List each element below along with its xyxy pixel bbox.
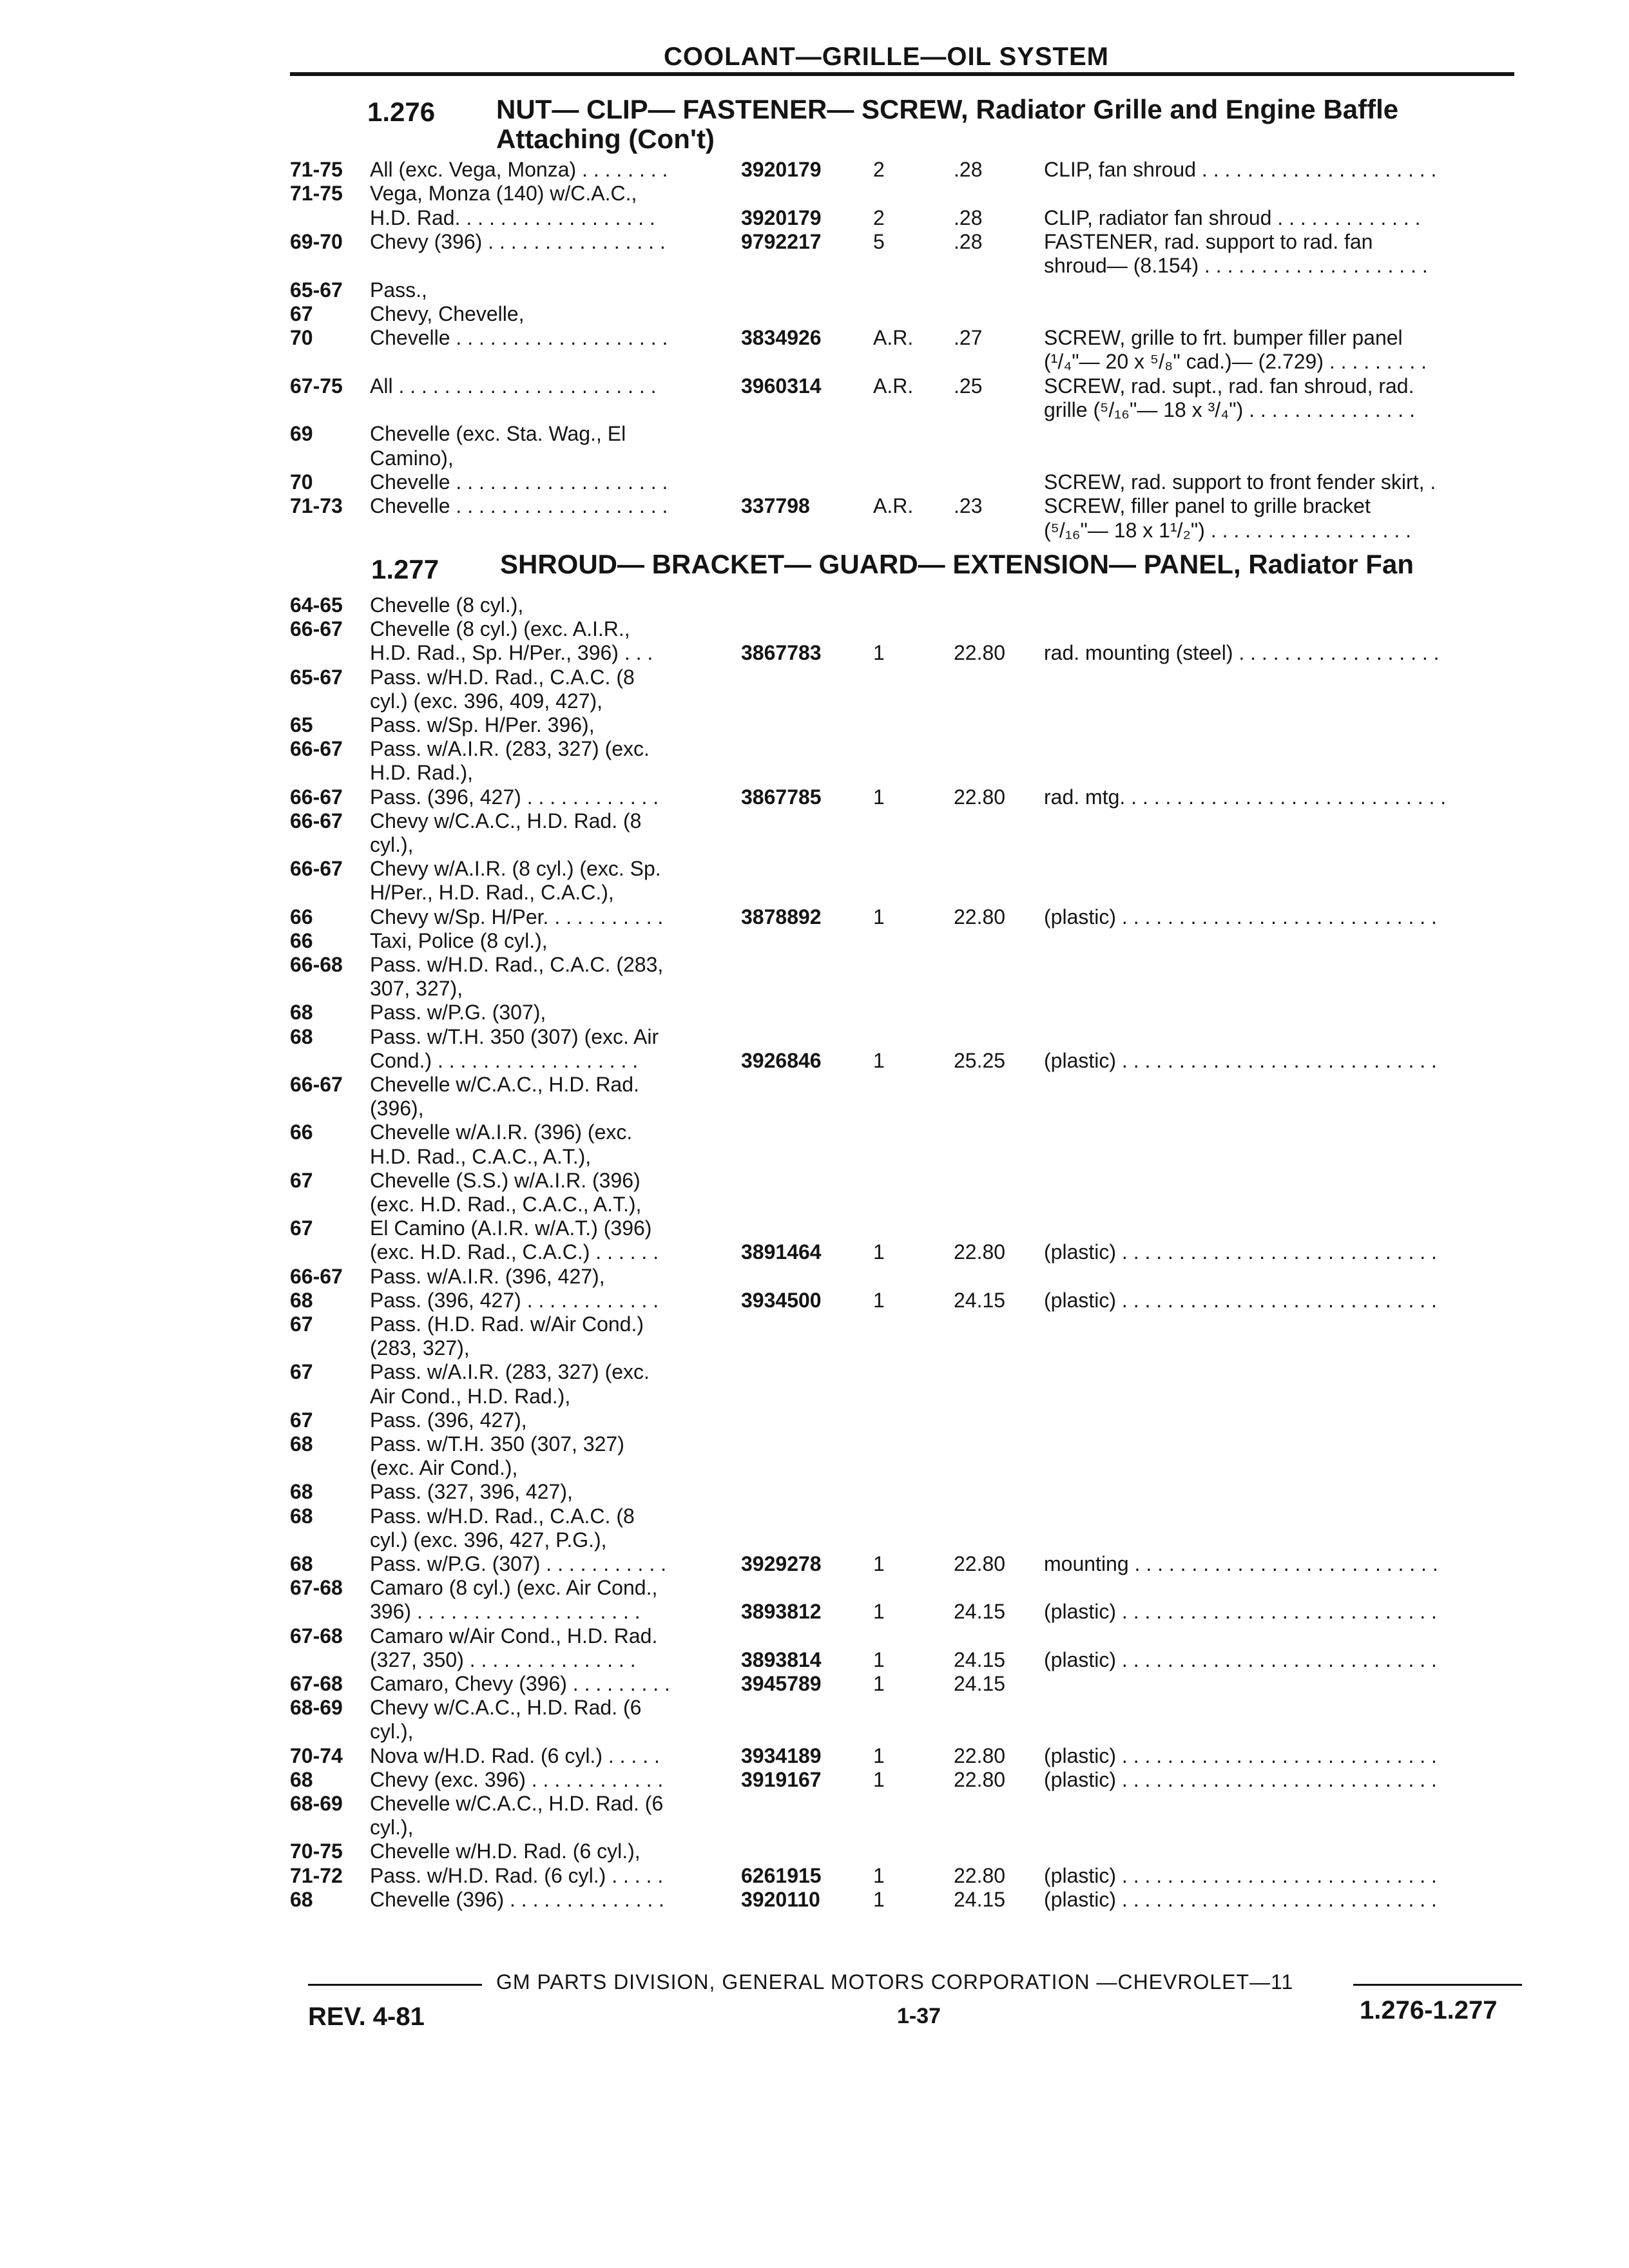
cell-price: 22.80	[954, 1552, 1006, 1575]
cell-app: Pass. w/A.I.R. (283, 327) (exc.	[370, 737, 650, 761]
cell-year: 66-67	[290, 617, 343, 641]
cell-app: Camino),	[370, 446, 454, 470]
table-row	[0, 905, 1629, 929]
cell-qty: 1	[873, 1552, 885, 1575]
cell-app: Chevelle (8 cyl.) (exc. A.I.R.,	[370, 617, 630, 641]
cell-desc: FASTENER, rad. support to rad. fan	[1044, 229, 1373, 253]
cell-desc: CLIP, radiator fan shroud . . . . . . . . . . . . .	[1044, 206, 1421, 229]
cell-app: H.D. Rad., C.A.C., A.T.),	[370, 1144, 592, 1168]
table-row	[0, 1336, 1629, 1360]
table-row	[0, 736, 1629, 761]
page-title: COOLANT—GRILLE—OIL SYSTEM	[664, 43, 1109, 71]
cell-price: .28	[954, 229, 983, 253]
cell-app: Pass. w/P.G. (307) . . . . . . . . . . .	[370, 1552, 666, 1575]
table-row	[0, 1744, 1629, 1768]
cell-year: 66-67	[290, 785, 343, 809]
cell-qty: 5	[873, 229, 885, 253]
cell-part: 3960314	[741, 374, 822, 398]
table-row	[0, 1072, 1629, 1097]
table-row	[0, 1120, 1629, 1144]
cell-part: 337798	[741, 494, 810, 518]
footer-revision: REV. 4-81	[308, 2003, 425, 2031]
cell-part: 3945789	[741, 1672, 822, 1695]
cell-price: 22.80	[954, 1744, 1006, 1767]
cell-app: (exc. Air Cond.),	[370, 1456, 518, 1480]
cell-desc: rad. mtg. . . . . . . . . . . . . . . . . . . . . . . . . . . . .	[1044, 785, 1447, 809]
table-row	[0, 446, 1629, 470]
table-row	[0, 952, 1629, 977]
cell-price: 22.80	[954, 1240, 1006, 1264]
table-row	[0, 349, 1629, 374]
cell-app: Chevelle . . . . . . . . . . . . . . . . . . .	[370, 494, 668, 518]
table-row	[0, 640, 1629, 665]
cell-app: Camaro (8 cyl.) (exc. Air Cond.,	[370, 1576, 658, 1600]
header-rule	[290, 72, 1514, 76]
table-row	[0, 1456, 1629, 1480]
cell-app: Nova w/H.D. Rad. (6 cyl.) . . . . .	[370, 1744, 660, 1767]
cell-year: 68	[290, 1001, 313, 1024]
cell-desc: SCREW, rad. supt., rad. fan shroud, rad.	[1044, 374, 1414, 398]
cell-app: (396),	[370, 1097, 424, 1120]
cell-price: 22.80	[954, 1767, 1006, 1791]
cell-desc: SCREW, filler panel to grille bracket	[1044, 494, 1371, 518]
cell-price: 24.15	[954, 1288, 1006, 1312]
cell-qty: A.R.	[873, 374, 914, 398]
cell-app: (327, 350) . . . . . . . . . . . . . . .	[370, 1648, 636, 1671]
table-row	[0, 157, 1629, 182]
cell-qty: 1	[873, 1648, 885, 1671]
cell-year: 70-74	[290, 1744, 343, 1767]
cell-app: Chevelle (exc. Sta. Wag., El	[370, 422, 626, 446]
table-row	[0, 1408, 1629, 1432]
cell-desc: (plastic) . . . . . . . . . . . . . . . . . . . . . . . . . . . .	[1044, 1648, 1437, 1671]
footer-page-number: 1-37	[897, 2004, 941, 2028]
table-row	[0, 1552, 1629, 1576]
cell-desc: rad. mounting (steel) . . . . . . . . . . . . . . . . . .	[1044, 641, 1440, 665]
cell-app: 396) . . . . . . . . . . . . . . . . . . . .	[370, 1600, 641, 1624]
cell-desc: (plastic) . . . . . . . . . . . . . . . . . . . . . . . . . . . .	[1044, 1600, 1437, 1624]
section-number-1277: 1.277	[371, 554, 439, 584]
cell-app: cyl.) (exc. 396, 427, P.G.),	[370, 1528, 607, 1552]
cell-price: 24.15	[954, 1648, 1006, 1671]
cell-app: Pass. w/P.G. (307),	[370, 1001, 546, 1024]
cell-year: 67	[290, 1216, 313, 1240]
footer-rule-right	[1353, 1984, 1522, 1986]
cell-app: cyl.),	[370, 1816, 414, 1840]
cell-app: Pass. (396, 427) . . . . . . . . . . . .	[370, 785, 659, 809]
table-row	[0, 1000, 1629, 1024]
table-row	[0, 1719, 1629, 1744]
cell-year: 68-69	[290, 1792, 343, 1815]
table-row	[0, 785, 1629, 809]
cell-year: 68-69	[290, 1696, 343, 1720]
cell-year: 71-73	[290, 494, 343, 518]
cell-price: .28	[954, 158, 983, 181]
cell-year: 68	[290, 1288, 313, 1312]
cell-price: .25	[954, 374, 983, 398]
cell-part: 3893814	[741, 1648, 822, 1671]
table-row	[0, 976, 1629, 1001]
cell-year: 67-68	[290, 1624, 343, 1648]
cell-app: Air Cond., H.D. Rad.),	[370, 1384, 571, 1408]
table-row	[0, 1695, 1629, 1720]
table-row	[0, 880, 1629, 905]
table-row	[0, 1360, 1629, 1384]
cell-year: 67	[290, 1168, 313, 1192]
table-row	[0, 1887, 1629, 1912]
cell-app: Pass. w/H.D. Rad., C.A.C. (8	[370, 665, 635, 689]
cell-desc: (plastic) . . . . . . . . . . . . . . . . . . . . . . . . . . . .	[1044, 1887, 1437, 1911]
cell-app: cyl.),	[370, 1720, 414, 1744]
cell-desc: (⁵/₁₆"— 18 x 1¹/₂") . . . . . . . . . . . . . . . . . .	[1044, 518, 1411, 542]
table-row	[0, 278, 1629, 302]
table-row	[0, 1648, 1629, 1672]
cell-app: Vega, Monza (140) w/C.A.C.,	[370, 182, 637, 206]
cell-desc: mounting . . . . . . . . . . . . . . . . . . . . . . . . . . .	[1044, 1552, 1438, 1575]
table-row	[0, 1599, 1629, 1624]
cell-qty: 1	[873, 905, 885, 928]
cell-app: Chevelle (8 cyl.),	[370, 593, 524, 617]
cell-year: 70-75	[290, 1840, 343, 1863]
table-row	[0, 374, 1629, 398]
cell-app: Chevy (exc. 396) . . . . . . . . . . . .	[370, 1767, 664, 1791]
table-row	[0, 1048, 1629, 1073]
cell-desc: (plastic) . . . . . . . . . . . . . . . . . . . . . . . . . . . .	[1044, 905, 1437, 928]
cell-app: H.D. Rad.),	[370, 761, 474, 785]
cell-part: 3934189	[741, 1744, 822, 1767]
cell-part: 6261915	[741, 1863, 822, 1887]
table-row	[0, 325, 1629, 350]
table-row	[0, 1815, 1629, 1840]
cell-desc: (¹/₄"— 20 x ⁵/₈" cad.)— (2.729) . . . . . . . . .	[1044, 350, 1427, 374]
cell-year: 68	[290, 1504, 313, 1528]
cell-year: 67	[290, 1312, 313, 1336]
cell-app: Chevelle w/H.D. Rad. (6 cyl.),	[370, 1840, 641, 1863]
cell-qty: 1	[873, 1288, 885, 1312]
table-row	[0, 1479, 1629, 1504]
cell-price: 22.80	[954, 785, 1006, 809]
cell-part: 3867783	[741, 641, 822, 665]
cell-year: 66-67	[290, 1264, 343, 1288]
cell-app: Pass.,	[370, 278, 427, 302]
cell-year: 68	[290, 1767, 313, 1791]
cell-app: Pass. w/A.I.R. (283, 327) (exc.	[370, 1360, 650, 1384]
cell-price: 24.15	[954, 1887, 1006, 1911]
cell-price: .28	[954, 206, 983, 229]
table-row	[0, 1240, 1629, 1264]
cell-price: .27	[954, 326, 983, 350]
table-row	[0, 665, 1629, 689]
cell-part: 3929278	[741, 1552, 822, 1575]
cell-desc: (plastic) . . . . . . . . . . . . . . . . . . . . . . . . . . . .	[1044, 1767, 1437, 1791]
cell-part: 3893812	[741, 1600, 822, 1624]
table-row	[0, 229, 1629, 254]
cell-app: Camaro, Chevy (396) . . . . . . . . .	[370, 1672, 670, 1695]
cell-app: H.D. Rad., Sp. H/Per., 396) . . .	[370, 641, 653, 665]
cell-part: 3920179	[741, 206, 822, 229]
cell-app: Cond.) . . . . . . . . . . . . . . . . . .	[370, 1048, 639, 1072]
cell-year: 68	[290, 1024, 313, 1048]
cell-app: Pass. w/A.I.R. (396, 427),	[370, 1264, 605, 1288]
cell-app: Camaro w/Air Cond., H.D. Rad.	[370, 1624, 658, 1648]
cell-qty: 1	[873, 1767, 885, 1791]
table-row	[0, 1575, 1629, 1600]
cell-price: 22.80	[954, 1863, 1006, 1887]
cell-desc: (plastic) . . . . . . . . . . . . . . . . . . . . . . . . . . . .	[1044, 1240, 1437, 1264]
cell-app: (exc. H.D. Rad., C.A.C.) . . . . . .	[370, 1240, 659, 1264]
cell-year: 70	[290, 326, 313, 350]
cell-year: 67	[290, 1360, 313, 1384]
cell-app: Chevy w/C.A.C., H.D. Rad. (8	[370, 809, 642, 832]
cell-year: 65-67	[290, 665, 343, 689]
cell-app: Chevy, Chevelle,	[370, 302, 525, 325]
cell-year: 66	[290, 928, 313, 952]
cell-desc: (plastic) . . . . . . . . . . . . . . . . . . . . . . . . . . . .	[1044, 1863, 1437, 1887]
cell-app: H.D. Rad. . . . . . . . . . . . . . . . . .	[370, 206, 655, 229]
cell-app: El Camino (A.I.R. w/A.T.) (396)	[370, 1216, 652, 1240]
cell-year: 66-67	[290, 1073, 343, 1096]
cell-app: (exc. H.D. Rad., C.A.C., A.T.),	[370, 1193, 642, 1216]
cell-part: 3834926	[741, 326, 822, 350]
cell-desc: grille (⁵/₁₆"— 18 x ³/₄") . . . . . . . . . . . . . . .	[1044, 398, 1415, 421]
cell-part: 3934500	[741, 1288, 822, 1312]
cell-qty: 2	[873, 206, 885, 229]
cell-desc: (plastic) . . . . . . . . . . . . . . . . . . . . . . . . . . . .	[1044, 1744, 1437, 1767]
cell-qty: 1	[873, 1744, 885, 1767]
cell-app: Pass. w/H.D. Rad., C.A.C. (8	[370, 1504, 635, 1528]
cell-price: 22.80	[954, 641, 1006, 665]
footer-publisher: GM PARTS DIVISION, GENERAL MOTORS CORPORATION —CHEVROLET—11	[496, 1970, 1294, 1994]
cell-part: 3878892	[741, 905, 822, 928]
cell-year: 67-75	[290, 374, 343, 398]
cell-part: 3920110	[741, 1887, 820, 1911]
table-row	[0, 494, 1629, 518]
cell-app: Chevelle . . . . . . . . . . . . . . . . . . .	[370, 470, 668, 494]
cell-price: .23	[954, 494, 983, 518]
table-row	[0, 1767, 1629, 1792]
table-row	[0, 206, 1629, 230]
table-row	[0, 421, 1629, 446]
table-row	[0, 1216, 1629, 1240]
table-row	[0, 470, 1629, 494]
cell-app: Pass. w/T.H. 350 (307, 327)	[370, 1432, 624, 1456]
cell-app: Pass. w/Sp. H/Per. 396),	[370, 713, 595, 736]
cell-app: cyl.) (exc. 396, 409, 427),	[370, 689, 603, 713]
table-row	[0, 181, 1629, 206]
cell-app: Chevelle (S.S.) w/A.I.R. (396)	[370, 1168, 641, 1192]
cell-app: Chevelle w/C.A.C., H.D. Rad. (6	[370, 1792, 664, 1815]
cell-year: 67-68	[290, 1576, 343, 1600]
table-row	[0, 398, 1629, 422]
cell-year: 69	[290, 422, 313, 446]
table-row	[0, 1624, 1629, 1648]
cell-price: 24.15	[954, 1600, 1006, 1624]
section-title-1276-line2: Attaching (Con't)	[496, 124, 715, 154]
cell-app: (283, 327),	[370, 1336, 470, 1360]
cell-year: 70	[290, 470, 313, 494]
cell-year: 71-75	[290, 182, 343, 206]
cell-price: 25.25	[954, 1048, 1006, 1072]
cell-year: 68	[290, 1432, 313, 1456]
table-row	[0, 1671, 1629, 1696]
cell-app: All (exc. Vega, Monza) . . . . . . . .	[370, 158, 668, 181]
cell-year: 66-67	[290, 809, 343, 832]
cell-year: 71-75	[290, 158, 343, 181]
cell-qty: A.R.	[873, 494, 914, 518]
cell-qty: 1	[873, 785, 885, 809]
cell-app: Chevy (396) . . . . . . . . . . . . . . . .	[370, 229, 666, 253]
table-row	[0, 856, 1629, 881]
cell-app: H/Per., H.D. Rad., C.A.C.),	[370, 881, 614, 905]
cell-part: 3926846	[741, 1048, 822, 1072]
table-row	[0, 518, 1629, 543]
table-row	[0, 1312, 1629, 1336]
table-row	[0, 809, 1629, 833]
cell-app: Chevy w/A.I.R. (8 cyl.) (exc. Sp.	[370, 857, 661, 881]
cell-desc: SCREW, rad. support to front fender skirt, .	[1044, 470, 1436, 494]
cell-qty: 1	[873, 1863, 885, 1887]
cell-year: 69-70	[290, 229, 343, 253]
table-row	[0, 1168, 1629, 1193]
cell-year: 67	[290, 1408, 313, 1432]
table-row	[0, 1432, 1629, 1456]
cell-year: 68	[290, 1552, 313, 1575]
table-row	[0, 928, 1629, 953]
footer-section-range: 1.276-1.277	[1360, 1996, 1498, 2024]
cell-part: 3920179	[741, 158, 822, 181]
cell-desc: (plastic) . . . . . . . . . . . . . . . . . . . . . . . . . . . .	[1044, 1288, 1437, 1312]
table-row	[0, 593, 1629, 617]
cell-desc: (plastic) . . . . . . . . . . . . . . . . . . . . . . . . . . . .	[1044, 1048, 1437, 1072]
cell-year: 67	[290, 302, 313, 325]
table-row	[0, 1024, 1629, 1049]
cell-app: Pass. (396, 427),	[370, 1408, 527, 1432]
cell-app: 307, 327),	[370, 977, 463, 1001]
cell-qty: 1	[873, 1600, 885, 1624]
cell-app: Pass. w/H.D. Rad., C.A.C. (283,	[370, 953, 664, 976]
cell-app: Chevelle w/C.A.C., H.D. Rad.	[370, 1073, 639, 1096]
cell-price: 24.15	[954, 1672, 1006, 1695]
cell-year: 67-68	[290, 1672, 343, 1695]
cell-year: 71-72	[290, 1863, 343, 1887]
cell-desc: CLIP, fan shroud . . . . . . . . . . . . . . . . . . . . .	[1044, 158, 1437, 181]
cell-qty: 1	[873, 1672, 885, 1695]
table-row	[0, 253, 1629, 278]
cell-desc: SCREW, grille to frt. bumper filler panel	[1044, 326, 1403, 350]
cell-qty: 1	[873, 1887, 885, 1911]
cell-year: 66-67	[290, 737, 343, 761]
cell-app: Chevelle . . . . . . . . . . . . . . . . . . .	[370, 326, 668, 350]
cell-qty: A.R.	[873, 326, 914, 350]
footer-rule-left	[308, 1984, 482, 1986]
cell-year: 68	[290, 1480, 313, 1504]
cell-desc: shroud— (8.154) . . . . . . . . . . . . . . . . . . . .	[1044, 254, 1428, 278]
table-row	[0, 1863, 1629, 1888]
cell-year: 68	[290, 1887, 313, 1911]
table-row	[0, 1384, 1629, 1408]
cell-part: 9792217	[741, 229, 822, 253]
cell-app: Chevy w/C.A.C., H.D. Rad. (6	[370, 1696, 642, 1720]
table-row	[0, 1192, 1629, 1216]
section-title-1276-line1: NUT— CLIP— FASTENER— SCREW, Radiator Grille and Engine Baffle	[496, 94, 1399, 124]
table-row	[0, 1839, 1629, 1863]
cell-year: 66-68	[290, 953, 343, 976]
cell-app: Taxi, Police (8 cyl.),	[370, 928, 548, 952]
cell-app: Pass. w/T.H. 350 (307) (exc. Air	[370, 1024, 659, 1048]
table-row	[0, 302, 1629, 326]
cell-year: 66	[290, 1120, 313, 1144]
cell-qty: 2	[873, 158, 885, 181]
cell-part: 3867785	[741, 785, 822, 809]
cell-app: Chevelle w/A.I.R. (396) (exc.	[370, 1120, 633, 1144]
section-number-1276: 1.276	[367, 97, 436, 127]
table-row	[0, 1504, 1629, 1528]
cell-qty: 1	[873, 1048, 885, 1072]
cell-part: 3891464	[741, 1240, 822, 1264]
cell-app: Chevy w/Sp. H/Per. . . . . . . . . . .	[370, 905, 664, 928]
table-row	[0, 760, 1629, 785]
cell-year: 65-67	[290, 278, 343, 302]
cell-app: Chevelle (396) . . . . . . . . . . . . . .	[370, 1887, 665, 1911]
cell-year: 66-67	[290, 857, 343, 881]
table-row	[0, 713, 1629, 737]
table-row	[0, 1096, 1629, 1120]
cell-year: 64-65	[290, 593, 343, 617]
cell-app: cyl.),	[370, 833, 414, 856]
table-row	[0, 1528, 1629, 1552]
cell-year: 66	[290, 905, 313, 928]
table-row	[0, 832, 1629, 857]
table-row	[0, 1288, 1629, 1312]
section-title-1277: SHROUD— BRACKET— GUARD— EXTENSION— PANEL, Radiator Fan	[500, 549, 1414, 579]
cell-price: 22.80	[954, 905, 1006, 928]
table-row	[0, 617, 1629, 641]
table-row	[0, 1144, 1629, 1169]
cell-part: 3919167	[741, 1767, 822, 1791]
cell-app: Pass. (H.D. Rad. w/Air Cond.)	[370, 1312, 644, 1336]
cell-qty: 1	[873, 1240, 885, 1264]
table-row	[0, 1791, 1629, 1816]
cell-app: Pass. (396, 427) . . . . . . . . . . . .	[370, 1288, 659, 1312]
cell-qty: 1	[873, 641, 885, 665]
table-row	[0, 1264, 1629, 1289]
cell-app: Pass. (327, 396, 427),	[370, 1480, 573, 1504]
cell-app: All . . . . . . . . . . . . . . . . . . . . . . .	[370, 374, 657, 398]
cell-app: Pass. w/H.D. Rad. (6 cyl.) . . . . .	[370, 1863, 664, 1887]
table-row	[0, 689, 1629, 713]
cell-year: 65	[290, 713, 313, 736]
